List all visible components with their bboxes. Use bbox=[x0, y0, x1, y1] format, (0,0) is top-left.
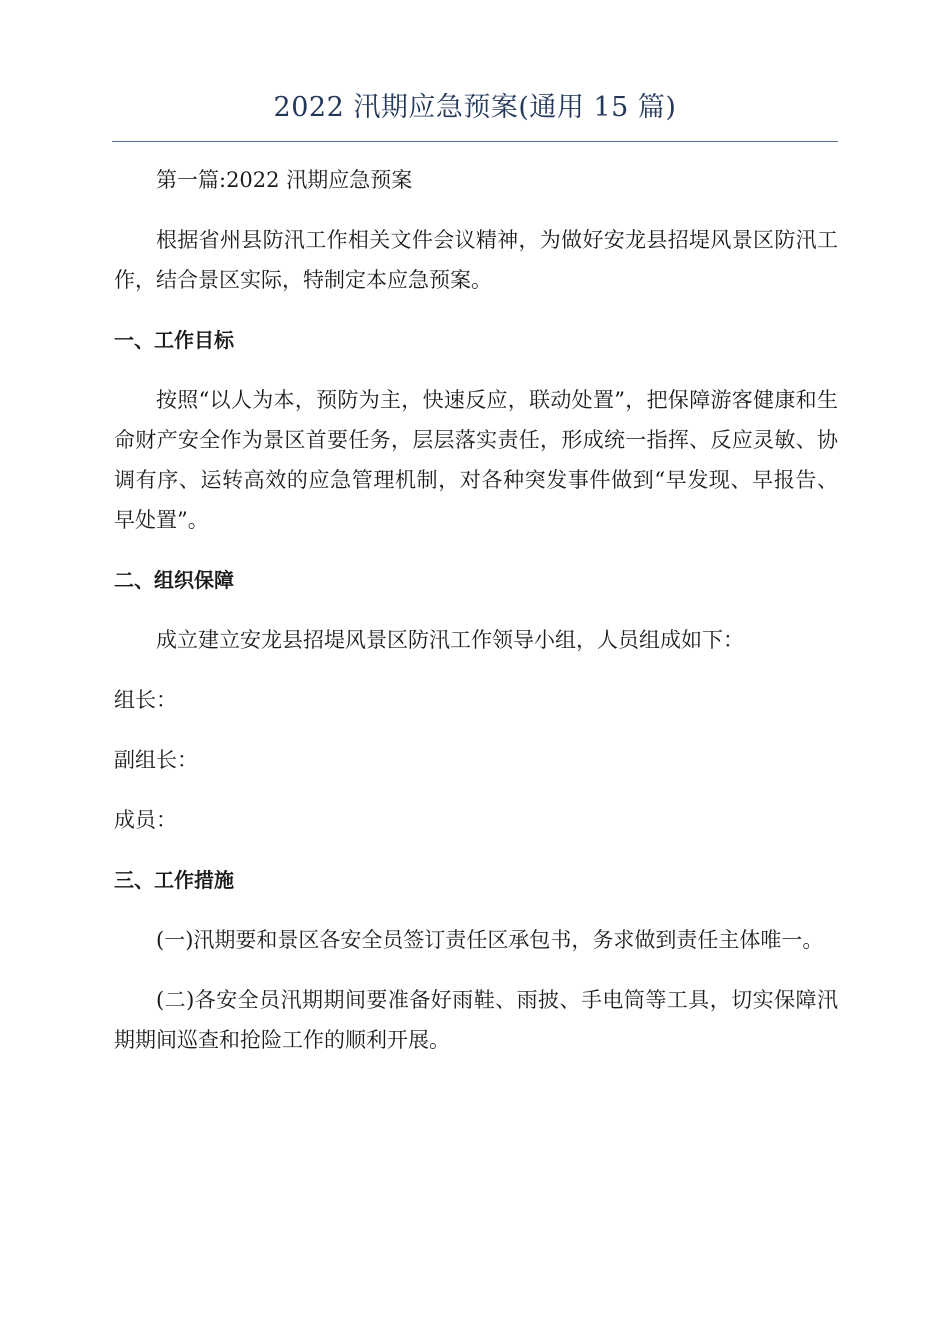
section-heading-measures: 三、工作措施 bbox=[114, 868, 234, 892]
intro-paragraph: 根据省州县防汛工作相关文件会议精神，为做好安龙县招堤风景区防汛工作，结合景区实际，特制定本应急预案。 bbox=[114, 228, 838, 292]
organization-paragraph: 成立建立安龙县招堤风景区防汛工作领导小组，人员组成如下： bbox=[156, 628, 744, 652]
measure-paragraph-2: (二)各安全员汛期期间要准备好雨鞋、雨披、手电筒等工具，切实保障汛期期间巡查和抢险工作的顺利开展。 bbox=[114, 988, 838, 1052]
measure-paragraph-1: (一)汛期要和景区各安全员签订责任区承包书，务求做到责任主体唯一。 bbox=[156, 928, 824, 952]
part-title: 第一篇:2022 汛期应急预案 bbox=[156, 168, 413, 192]
document-title: 2022 汛期应急预案(通用 15 篇) bbox=[273, 92, 677, 123]
section-heading-goals: 一、工作目标 bbox=[114, 328, 234, 352]
member-members: 成员： bbox=[114, 808, 177, 832]
goals-paragraph: 按照“以人为本，预防为主，快速反应，联动处置”，把保障游客健康和生命财产安全作为景区首要任务，层层落实责任，形成统一指挥、反应灵敏、协调有序、运转高效的应急管理机制，对各种突发事件做到“早发现、早报告、早处置”。 bbox=[114, 388, 838, 532]
section-heading-organization: 二、组织保障 bbox=[114, 568, 234, 592]
member-leader: 组长： bbox=[114, 688, 177, 712]
document-body bbox=[114, 160, 838, 1060]
member-deputy-leader: 副组长： bbox=[114, 748, 198, 772]
title-divider bbox=[112, 141, 838, 142]
